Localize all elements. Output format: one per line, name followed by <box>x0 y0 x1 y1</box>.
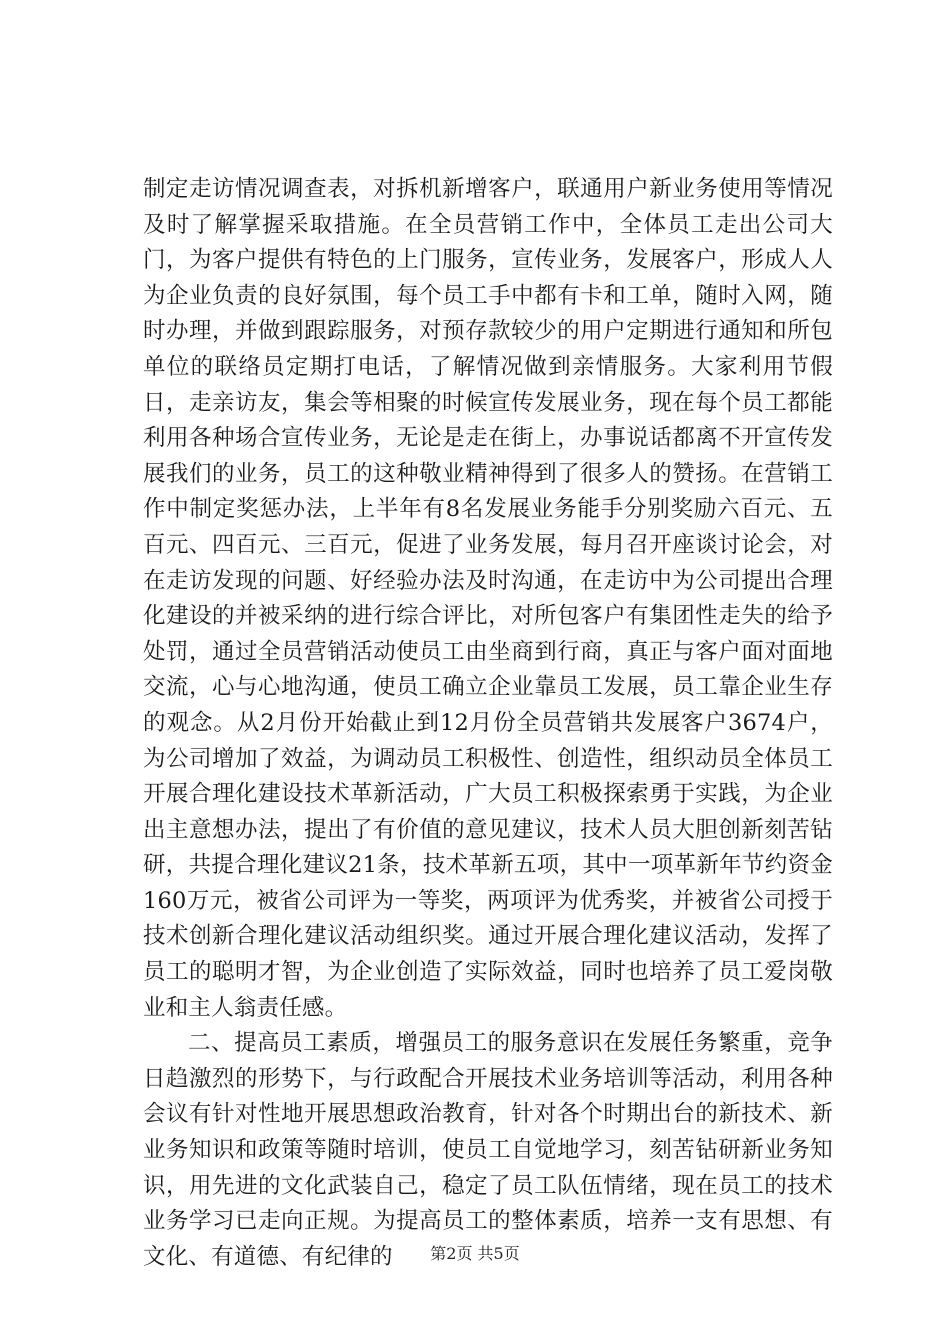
document-body <box>143 172 833 1275</box>
paragraph-continuation: 制定走访情况调查表，对拆机新增客户，联通用户新业务使用等情况及时了解掌握采取措施。在全员营销工作中，全体员工走出公司大门，为客户提供有特色的上门服务，宣传业务，发展客户，形成人人为企业负责的良好氛围，每个员工手中都有卡和工单，随时入网，随时办理，并做到跟踪服务，对预存款较少的用户定期进行通知和所包单位的联络员定期打电话，了解情况做到亲情服务。大家利用节假日，走亲访友，集会等相聚的时候宣传发展业务，现在每个员工都能利用各种场合宣传业务，无论是走在街上，办事说话都离不开宣传发展我们的业务，员工的这种敬业精神得到了很多人的赞扬。在营销工作中制定奖惩办法，上半年有8名发展业务能手分别奖励六百元、五百元、四百元、三百元，促进了业务发展，每月召开座谈讨论会，对在走访发现的问题、好经验办法及时沟通，在走访中为公司提出合理化建设的并被采纳的进行综合评比，对所包客户有集团性走失的给予处罚，通过全员营销活动使员工由坐商到行商，真正与客户面对面地交流，心与心地沟通，使员工确立企业靠员工发展，员工靠企业生存的观念。从2月份开始截止到12月份全员营销共发展客户3674户，为公司增加了效益，为调动员工积极性、创造性，组织动员全体员工开展合理化建设技术革新活动，广大员工积极探索勇于实践，为企业出主意想办法，提出了有价值的意见建议，技术人员大胆创新刻苦钻研，共提合理化建议21条，技术革新五项，其中一项革新年节约资金160万元，被省公司评为一等奖，两项评为优秀奖，并被省公司授于技术创新合理化建议活动组织奖。通过开展合理化建议活动，发挥了员工的聪明才智，为企业创造了实际效益，同时也培养了员工爱岗敬业和主人翁责任感。 <box>143 176 833 1021</box>
page-number-footer: 第2页 共5页 <box>430 1244 520 1263</box>
paragraph-section-two: 二、提高员工素质，增强员工的服务意识在发展任务繁重，竞争日趋激烈的形势下，与行政配合开展技术业务培训等活动，利用各种会议有针对性地开展思想政治教育，针对各个时期出台的新技术、新业务知识和政策等随时培训，使员工自觉地学习，刻苦钻研新业务知识，用先进的文化武装自己，稳定了员工队伍情绪，现在员工的技术业务学习已走向正规。为提高员工的整体素质，培养一支有思想、有文化、有道德、有纪律的 <box>143 1030 833 1270</box>
